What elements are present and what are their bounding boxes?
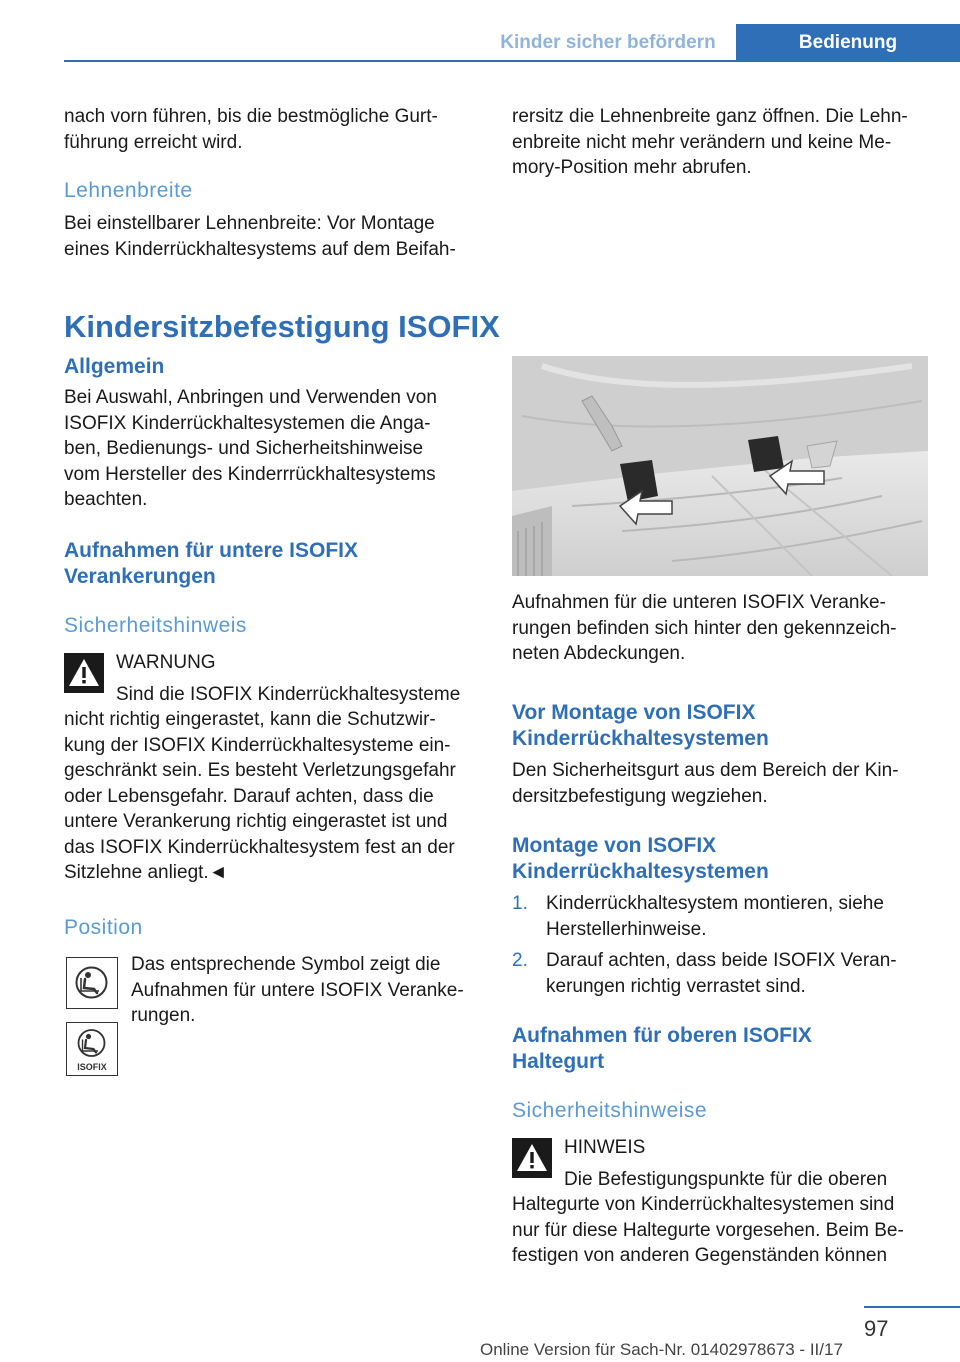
header-section-tab: Kinder sicher befördern (500, 32, 716, 53)
warning-icon (64, 653, 104, 693)
left-intro-paragraph: nach vorn führen, bis die bestmögliche Gurt- führung erreicht wird. (64, 106, 438, 153)
position-paragraph: Das entsprechende Symbol zeigt die Aufnahmen für untere ISOFIX Veranke- rungen. (131, 954, 464, 1026)
list-item-number: 2. (512, 950, 528, 971)
header-chapter-tab: Bedienung (736, 24, 960, 62)
montage-heading: Montage von ISOFIX Kinderrückhaltesystemen (512, 834, 769, 883)
right-intro-paragraph: rersitz die Lehnenbreite ganz öffnen. Die Lehn- enbreite nicht mehr verändern und keine Me- mory-Position mehr abrufen. (512, 106, 908, 178)
aufnahmen-untere-heading: Aufnahmen für untere ISOFIX Verankerungen (64, 539, 359, 588)
page-main-title: Kindersitzbefestigung ISOFIX (64, 309, 500, 344)
lehnenbreite-heading: Lehnenbreite (64, 179, 193, 202)
list-item-text: Darauf achten, dass beide ISOFIX Veran- kerungen richtig verrastet sind. (546, 950, 897, 997)
allgemein-heading: Allgemein (64, 355, 165, 378)
sicherheitshinweise-heading: Sicherheitshinweise (512, 1099, 708, 1122)
position-heading: Position (64, 916, 143, 939)
list-item-number: 1. (512, 893, 528, 914)
notice-paragraph: Haltegurte von Kinderrückhaltesystemen sind nur für diese Haltegurte vorgesehen. Beim Be- festigen von anderen Gegenständen können (512, 1194, 904, 1266)
isofix-symbol-text: ISOFIX (77, 1062, 107, 1072)
photo-caption: Aufnahmen für die unteren ISOFIX Veranke- rungen befinden sich hinter den gekennzeich- neten Abdeckungen. (512, 592, 897, 664)
child-seat-icon (66, 957, 118, 1009)
warning-label: WARNUNG (116, 652, 216, 673)
list-item-text: Kinderrückhaltesystem montieren, siehe Herstellerhinweise. (546, 893, 884, 940)
header-rule (64, 60, 960, 62)
lehnenbreite-paragraph: Bei einstellbarer Lehnenbreite: Vor Montage eines Kinderrückhaltesystems auf dem Beifah- (64, 213, 456, 260)
sicherheitshinweis-heading: Sicherheitshinweis (64, 614, 247, 637)
footer-rule (864, 1306, 960, 1308)
notice-warning-icon (512, 1138, 552, 1178)
oberen-haltegurt-heading: Aufnahmen für oberen ISOFIX Haltegurt (512, 1024, 812, 1073)
notice-first-line: Die Befestigungspunkte für die oberen (564, 1169, 888, 1190)
page-number: 97 (864, 1316, 889, 1341)
warning-first-line: Sind die ISOFIX Kinderrückhaltesysteme (116, 684, 461, 705)
footer-note: Online Version für Sach-Nr. 01402978673 - II/17 (480, 1340, 843, 1359)
vor-montage-heading: Vor Montage von ISOFIX Kinderrückhaltesystemen (512, 701, 769, 750)
warning-paragraph: nicht richtig eingerastet, kann die Schutzwir- kung der ISOFIX Kinderrückhaltesysteme ein- geschränkt sein. Es besteht Verletzungsgefahr oder Lebensgefahr. Darauf achten, dass die untere Verankerung richtig eingerastet ist und das ISOFIX Kinderrückhaltesystem fest an der Sitzlehne anliegt.◄ (64, 709, 456, 883)
isofix-anchor-illustration (512, 356, 928, 576)
vor-montage-paragraph: Den Sicherheitsgurt aus dem Bereich der Kin- dersitzbefestigung wegziehen. (512, 760, 899, 807)
isofix-symbol-icon (66, 1022, 118, 1076)
allgemein-paragraph: Bei Auswahl, Anbringen und Verwenden von ISOFIX Kinderrückhaltesystemen die Anga- ben, Bedienungs- und Sicherheitshinweise vom Hersteller des Kinderrrückhaltesystems beachten. (64, 387, 437, 510)
notice-label: HINWEIS (564, 1137, 646, 1158)
